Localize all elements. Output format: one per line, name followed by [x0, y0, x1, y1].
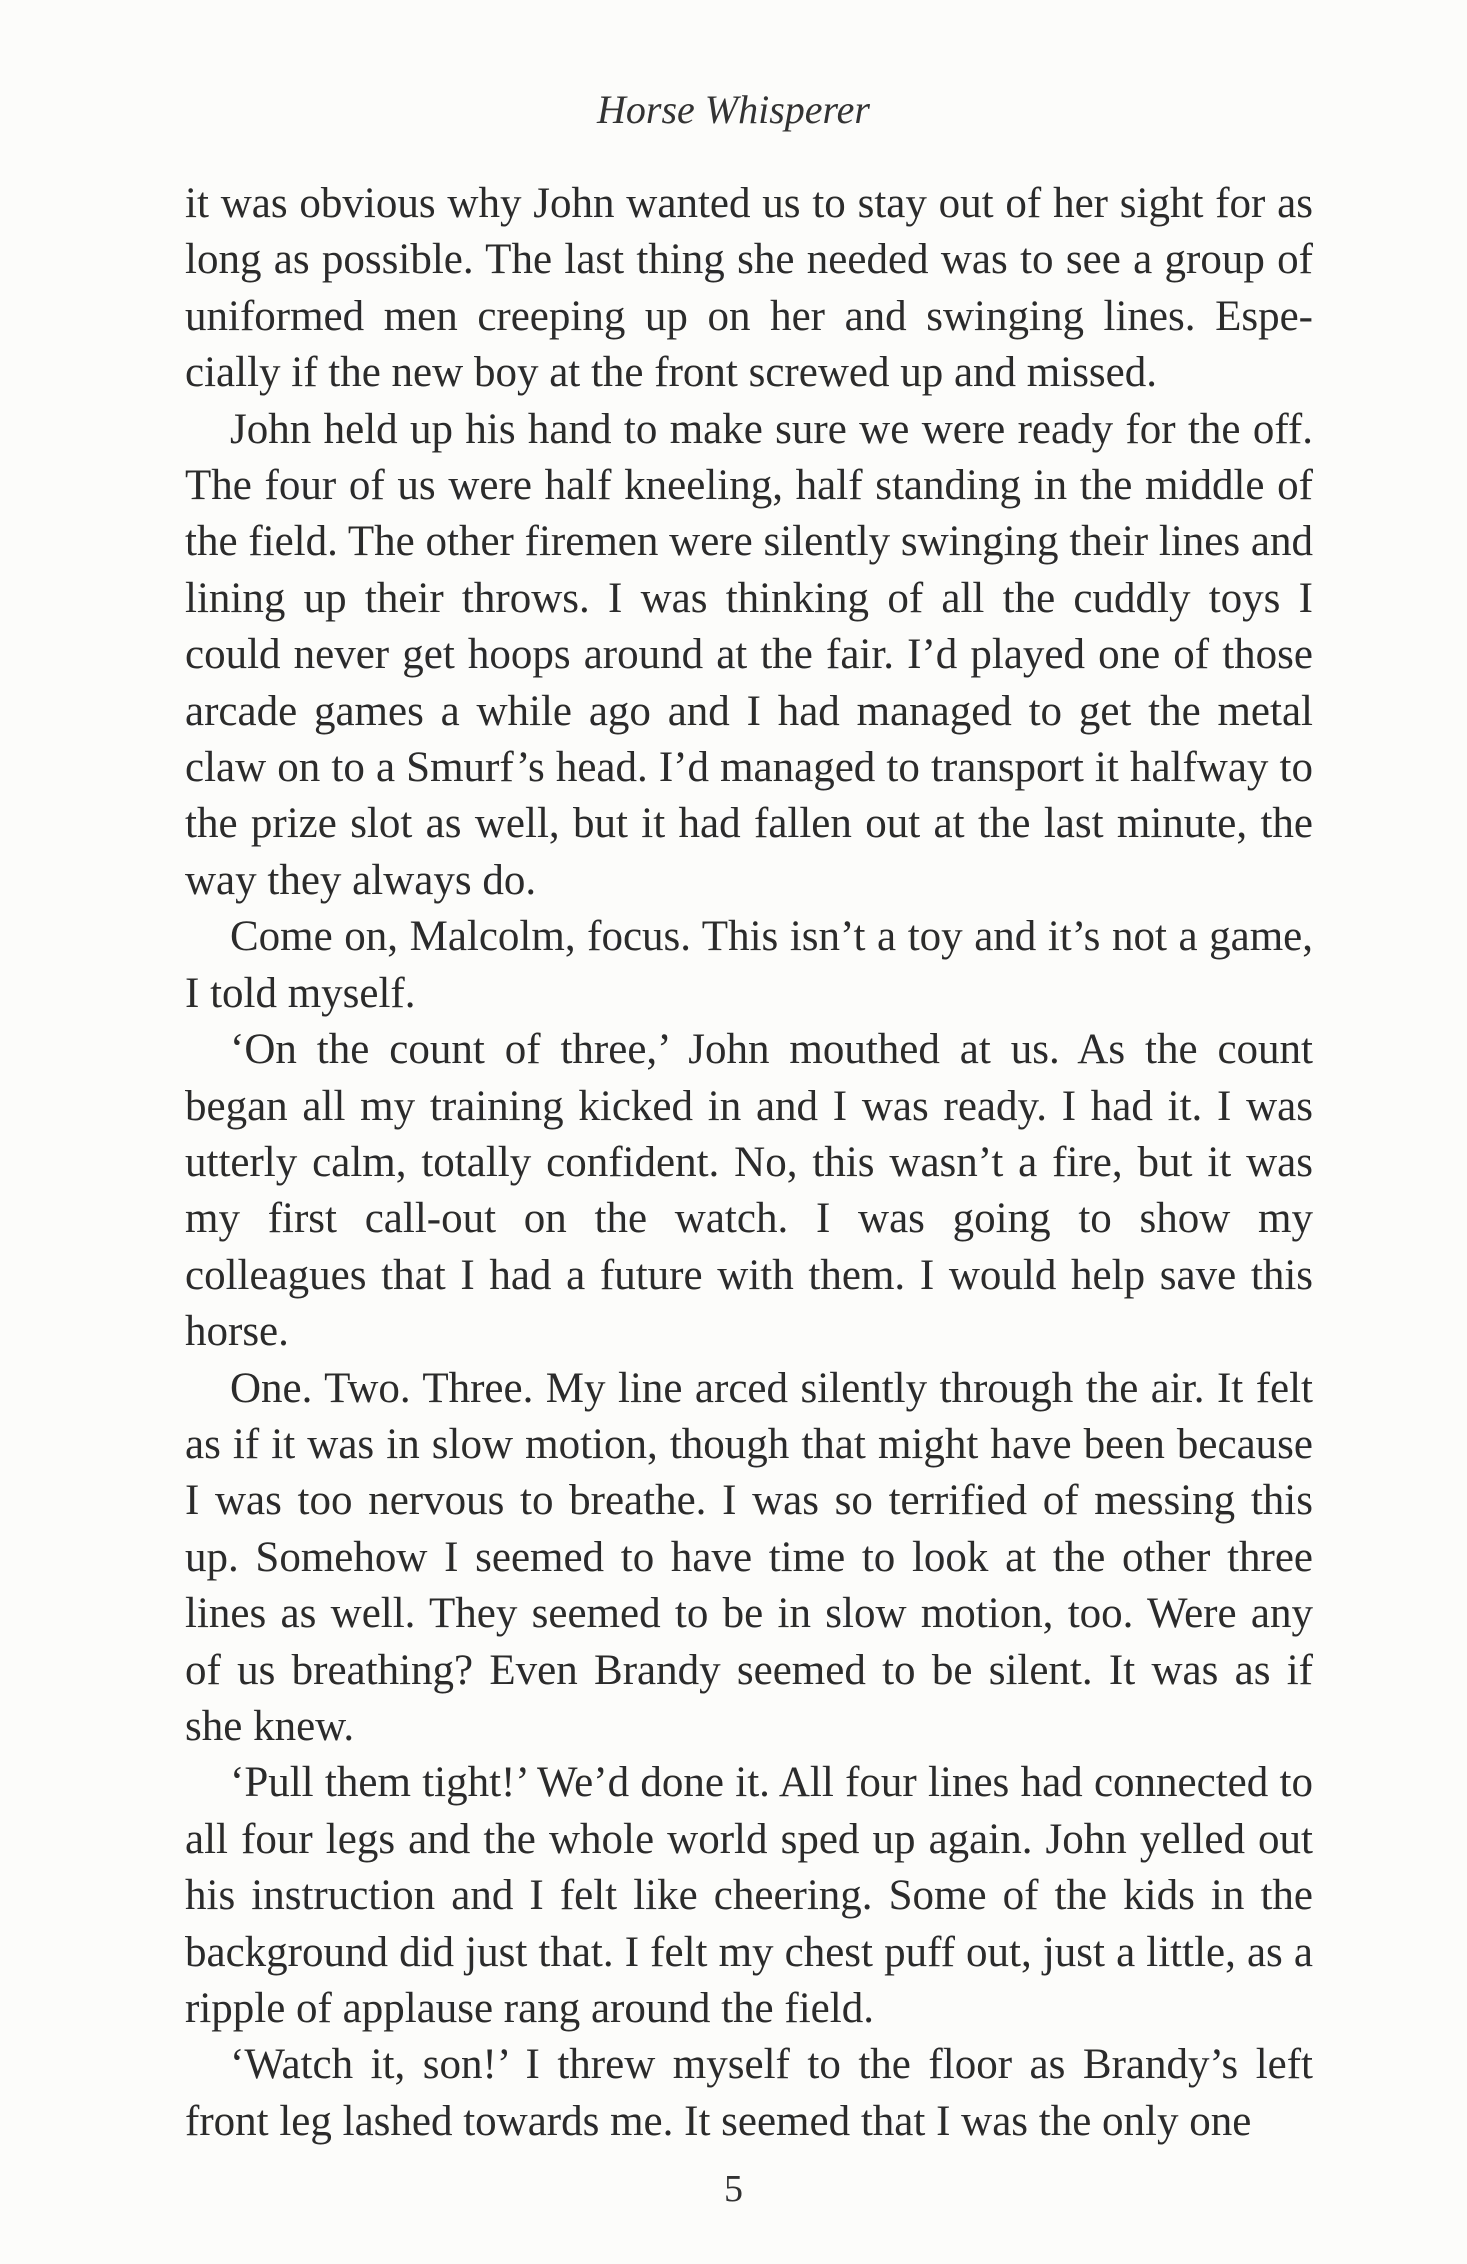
- paragraph: Come on, Malcolm, focus. This isn’t a toy and it’s not a game, I told myself.: [185, 913, 1313, 1017]
- page-number: 5: [724, 2168, 743, 2210]
- running-head: Horse Whisperer: [597, 87, 870, 132]
- paragraph: ‘Pull them tight!’ We’d done it. All four lines had connected to all four legs and the whole world sped up again. John yelled out his instruction and I felt like cheering. Some of the kids in the background did just that. I felt my chest puff out, just a little, as a ripple of applause rang around the field.: [185, 1759, 1313, 2032]
- paragraph: ‘Watch it, son!’ I threw myself to the floor as Brandy’s left front leg lashed towards me. It seemed that I was the only one: [185, 2041, 1313, 2145]
- paragraph: it was obvious why John wanted us to stay out of her sight for as long as possible. The last thing she needed was to see a group of uniformed men creeping up on her and swinging lines. Especially if the new boy at the front screwed up and missed.: [185, 180, 1313, 397]
- paragraph: One. Two. Three. My line arced silently through the air. It felt as if it was in slow motion, though that might have been because I was too nervous to breathe. I was so terrified of messing this up. Somehow I seemed to have time to look at the other three lines as well. They seemed to be in slow motion, too. Were any of us breathing? Even Brandy seemed to be silent. It was as if she knew.: [185, 1364, 1313, 1750]
- paragraph: ‘On the count of three,’ John mouthed at us. As the count began all my training kicked in and I was ready. I had it. I was utterly calm, totally confident. No, this wasn’t a fire, but it was my first call-out on the watch. I was going to show my colleagues that I had a future with them. I would help save this horse.: [185, 1026, 1313, 1356]
- paragraph: John held up his hand to make sure we were ready for the off. The four of us were half kneeling, half standing in the middle of the field. The other firemen were silently swinging their lines and lining up their throws. I was thinking of all the cuddly toys I could never get hoops around at the fair. I’d played one of those arcade games a while ago and I had managed to get the metal claw on to a Smurf’s head. I’d managed to transport it halfway to the prize slot as well, but it had fallen out at the last minute, the way they always do.: [185, 405, 1313, 904]
- body-text: [185, 176, 1313, 2150]
